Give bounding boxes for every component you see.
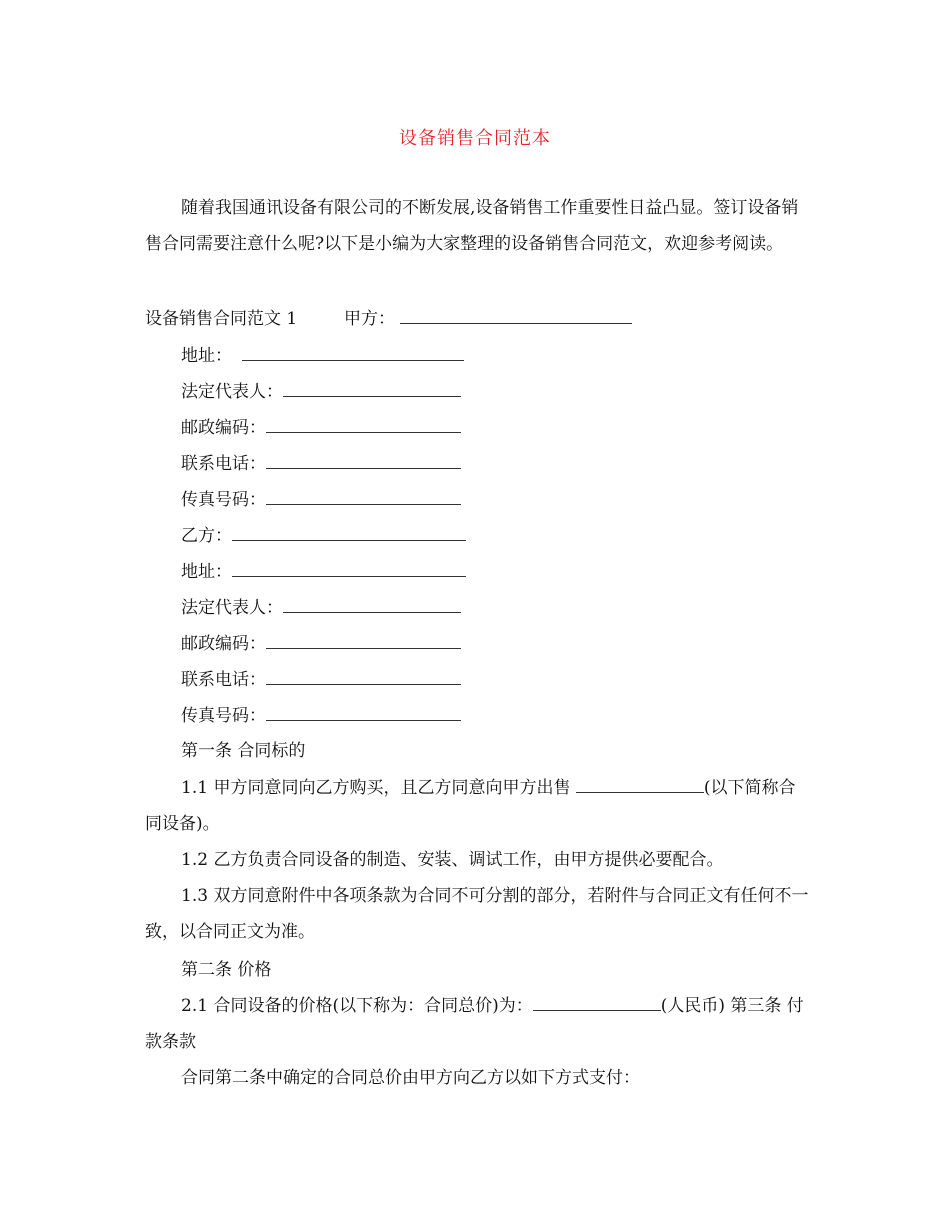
- party-b-phone-row: [181, 666, 461, 692]
- sample-heading-row: [145, 305, 632, 331]
- party-a-legal-rep-row: [181, 378, 461, 404]
- field-label: 法定代表人：: [181, 382, 283, 402]
- clause-1-1: [145, 770, 810, 842]
- article-2-heading: 第二条 价格: [181, 960, 272, 980]
- clause-2-1-blank: [533, 992, 661, 1011]
- clause-2-1-text-b: (人民币) 第三条 付款条款: [145, 996, 804, 1052]
- party-b-label: 乙方：: [181, 526, 232, 546]
- party-a-blank: [400, 305, 632, 324]
- field-label: 传真号码：: [181, 706, 266, 726]
- party-a-label: 甲方：: [344, 309, 396, 329]
- field-blank: [266, 630, 461, 649]
- party-b-row: [181, 522, 466, 548]
- field-label: 联系电话：: [181, 670, 266, 690]
- clause-1-2: 1.2 乙方负责合同设备的制造、安装、调试工作，由甲方提供必要配合。: [181, 850, 724, 870]
- field-blank: [266, 702, 461, 721]
- clause-1-1-blank: [576, 774, 704, 793]
- field-blank: [266, 414, 461, 433]
- field-blank: [283, 378, 461, 397]
- party-b-legal-rep-row: [181, 594, 461, 620]
- field-label: 联系电话：: [181, 454, 266, 474]
- sample-heading: 设备销售合同范文 1: [145, 309, 298, 329]
- intro-paragraph: 随着我国通讯设备有限公司的不断发展,设备销售工作重要性日益凸显。签订设备销售合同需要注意什么呢?以下是小编为大家整理的设备销售合同范文，欢迎参考阅读。: [145, 198, 799, 254]
- party-b-postcode-row: [181, 630, 461, 656]
- party-b-blank: [232, 522, 466, 541]
- field-label: 邮政编码：: [181, 634, 266, 654]
- field-blank: [266, 666, 461, 685]
- clause-1-3: 1.3 双方同意附件中各项条款为合同不可分割的部分，若附件与合同正文有任何不一致，以合同正文为准。: [145, 886, 809, 942]
- field-label: 邮政编码：: [181, 418, 266, 438]
- field-blank: [283, 594, 461, 613]
- payment-intro: 合同第二条中确定的合同总价由甲方向乙方以如下方式支付：: [181, 1068, 640, 1088]
- document-title: 设备销售合同范本: [399, 128, 551, 149]
- article-1-heading: 第一条 合同标的: [181, 741, 306, 761]
- party-a-address-row: [181, 342, 464, 368]
- field-blank: [232, 558, 466, 577]
- clause-1-1-text-a: 1.1 甲方同意同向乙方购买，且乙方同意向甲方出售: [181, 778, 571, 798]
- party-b-fax-row: [181, 702, 461, 728]
- field-blank: [242, 342, 464, 361]
- party-b-address-row: [181, 558, 466, 584]
- clause-2-1: [145, 988, 810, 1060]
- clause-2-1-text-a: 2.1 合同设备的价格(以下称为：合同总价)为：: [181, 996, 533, 1016]
- party-a-fax-row: [181, 486, 461, 512]
- clause-1-1-text-b: (以下简称合同设备)。: [145, 778, 796, 834]
- field-blank: [266, 486, 461, 505]
- party-a-postcode-row: [181, 414, 461, 440]
- party-a-phone-row: [181, 450, 461, 476]
- field-label: 地址：: [181, 562, 232, 582]
- field-blank: [266, 450, 461, 469]
- field-label: 地址：: [181, 346, 232, 366]
- field-label: 传真号码：: [181, 490, 266, 510]
- field-label: 法定代表人：: [181, 598, 283, 618]
